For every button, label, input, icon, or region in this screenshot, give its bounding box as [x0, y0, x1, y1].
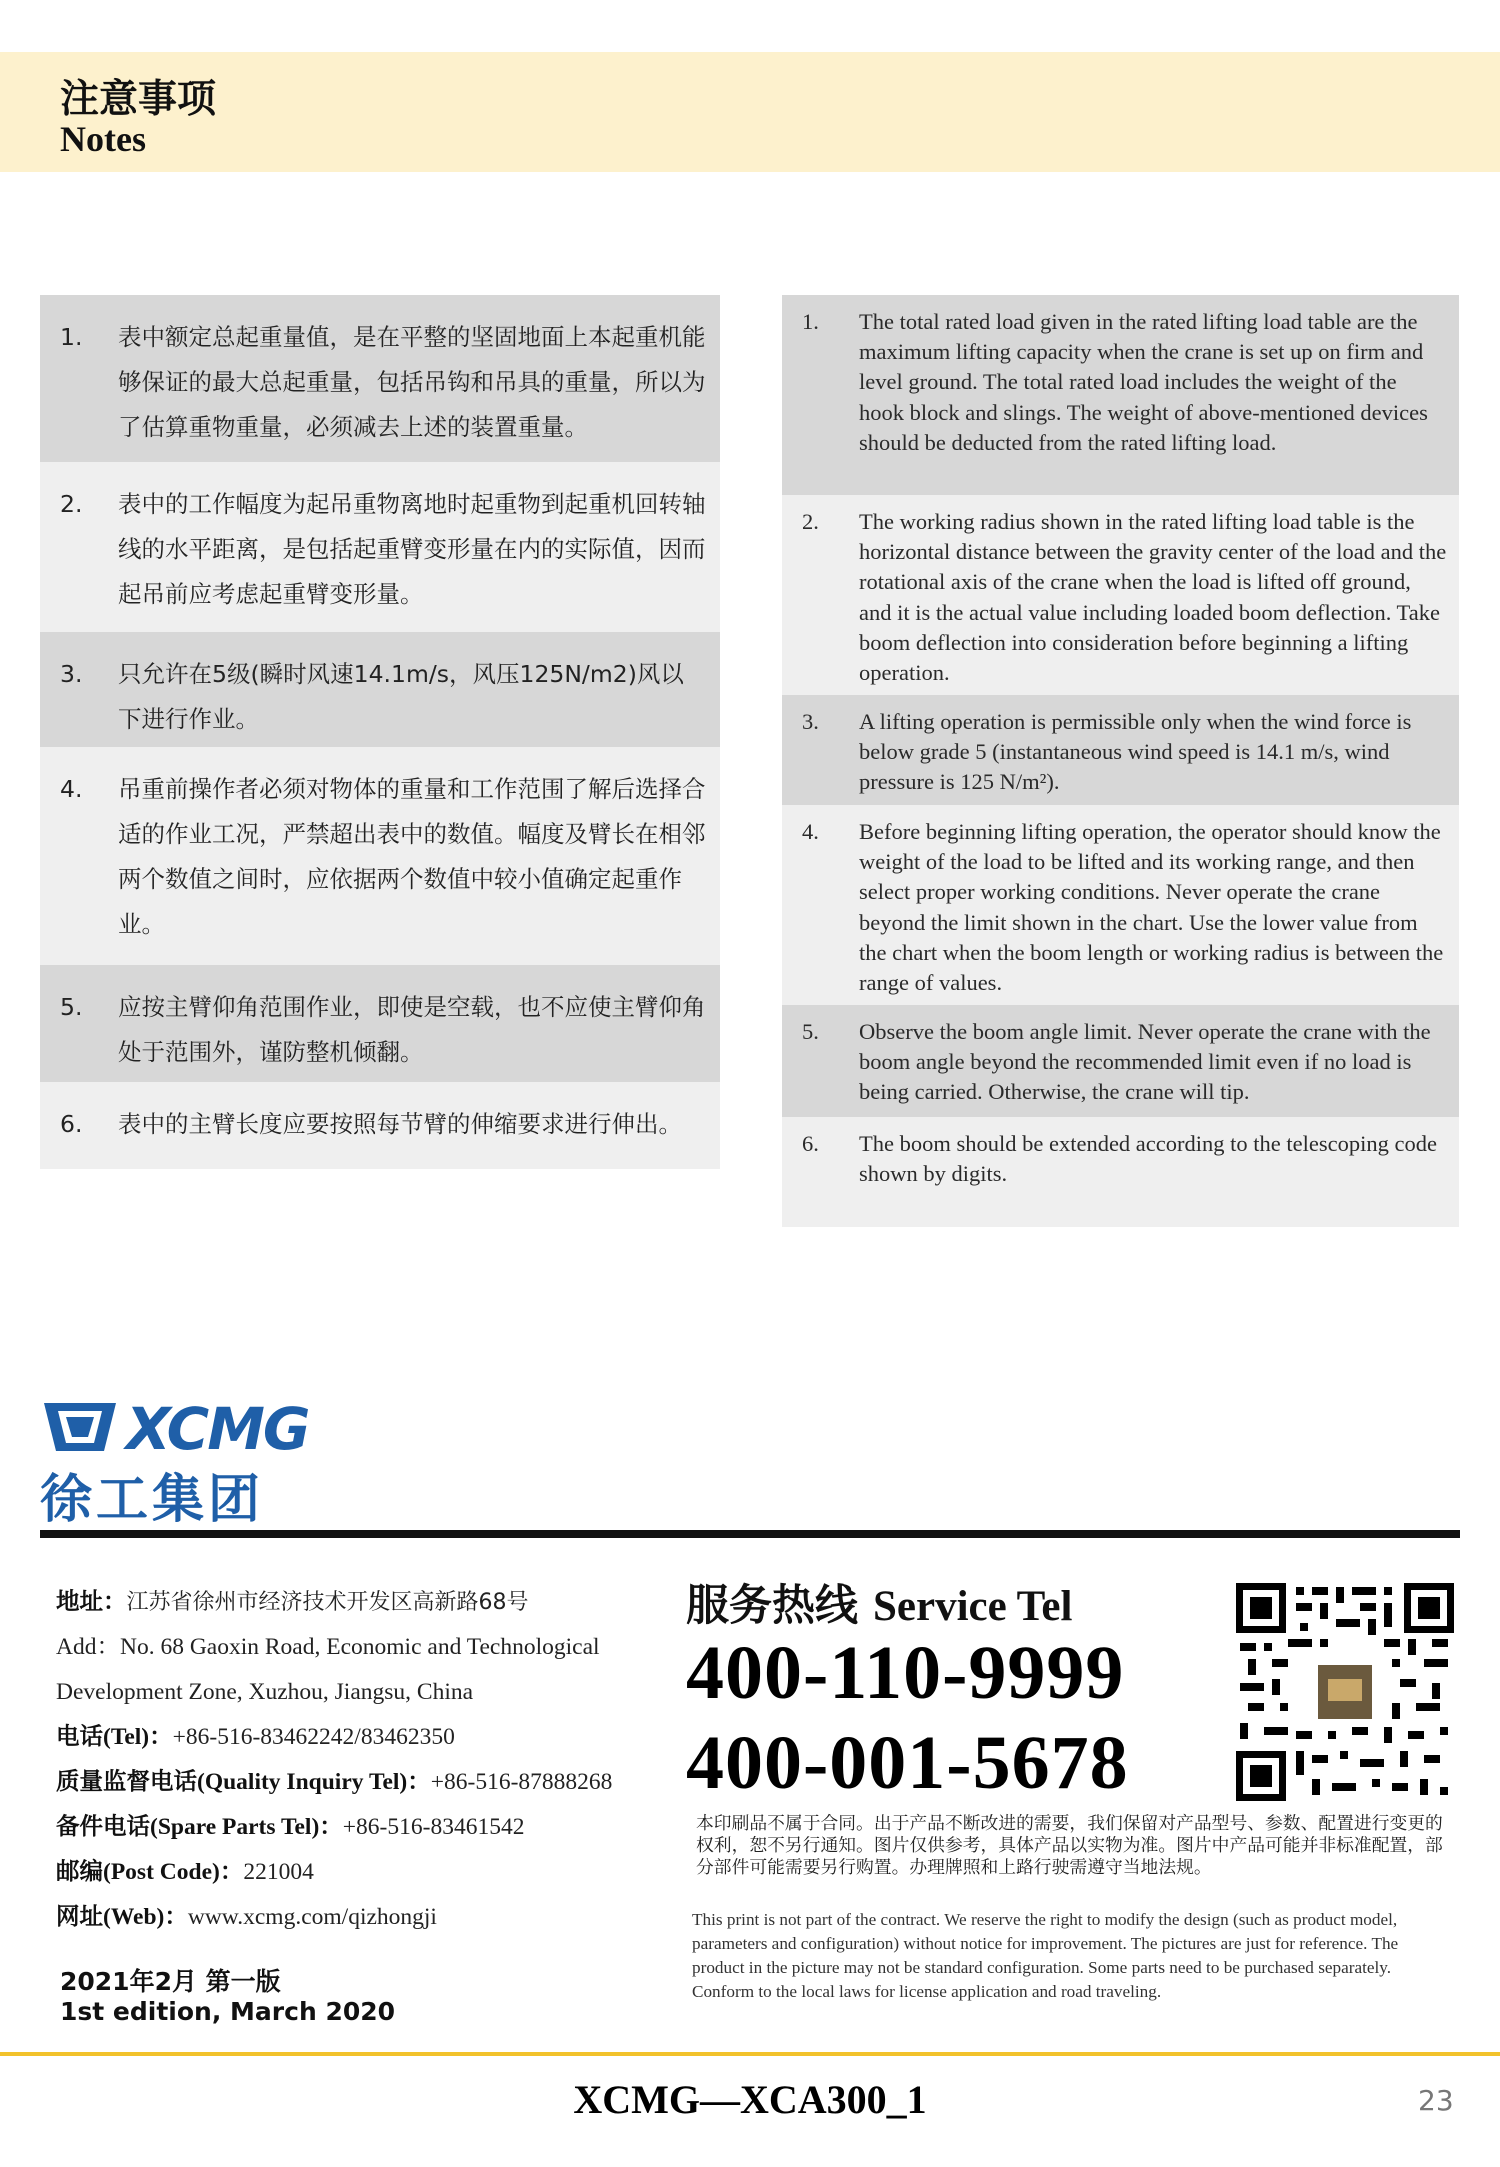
- tel-line: [56, 1715, 666, 1760]
- qr-code-icon: [1236, 1583, 1454, 1801]
- address-en-line-2: [56, 1670, 666, 1715]
- note-item-en: [782, 495, 1459, 695]
- note-item-cn: [40, 295, 720, 462]
- service-phone-1: 400-110-9999: [686, 1631, 1125, 1715]
- note-number: 2.: [60, 490, 83, 518]
- logo-wordmark-cn: 徐工集团: [40, 1470, 265, 1530]
- address-en-line: [56, 1625, 666, 1670]
- note-number: 5.: [60, 993, 83, 1021]
- notes-list-cn: [40, 295, 720, 1169]
- note-item-en: [782, 1005, 1459, 1117]
- note-number: 5.: [802, 1019, 819, 1044]
- qr-code: [1236, 1583, 1454, 1801]
- note-item-en: [782, 805, 1459, 1005]
- note-text: 吊重前操作者必须对物体的重量和工作范围了解后选择合适的作业工况，严禁超出表中的数值。幅度及臂长在相邻两个数值之间时，应依据两个数值中较小值确定起重作业。: [118, 775, 706, 938]
- edition-en: 1st edition, March 2020: [60, 1997, 396, 2026]
- address-cn-line: [56, 1580, 666, 1625]
- note-item-en: [782, 1117, 1459, 1227]
- note-item-cn: [40, 747, 720, 965]
- disclaimer-en: This print is not part of the contract. We reserve the right to modify the design (such as product model, parameters and configuration) without notice for improvement. The pictures are just for reference. The product in the picture may not be standard configuration. Some parts need to be purchased separately. Conform to the local laws for license application and road traveling.: [692, 1910, 1399, 2001]
- note-item-cn: [40, 1082, 720, 1169]
- service-title: [686, 1572, 1072, 1633]
- page-title-cn: 注意事项: [60, 77, 217, 122]
- address-en-2: Development Zone, Xuzhou, Jiangsu, China: [56, 1679, 474, 1705]
- note-number: 1.: [60, 323, 83, 351]
- note-item-cn: [40, 632, 720, 747]
- service-title-cn: 服务热线: [686, 1581, 858, 1631]
- tel-label: 电话(Tel)：: [56, 1724, 173, 1750]
- address-en-label: Add：: [56, 1634, 120, 1660]
- note-number: 3.: [60, 660, 83, 688]
- note-text: 应按主臂仰角范围作业，即使是空载，也不应使主臂仰角处于范围外，谨防整机倾翻。: [118, 993, 706, 1066]
- footer-title: XCMG—XCA300_1: [573, 2077, 927, 2122]
- note-text: The working radius shown in the rated lifting load table is the horizontal distance between the gravity center of the load and the rotational axis of the crane when the load is lifted off ground, and it is the actual value including loaded boom deflection. Take boom deflection into consideration before beginning a lifting operation.: [859, 509, 1447, 686]
- address-cn: 江苏省徐州市经济技术开发区高新路68号: [126, 1590, 529, 1615]
- note-text: 表中的工作幅度为起吊重物离地时起重物到起重机回转轴线的水平距离，是包括起重臂变形量在内的实际值，因而起吊前应考虑起重臂变形量。: [118, 490, 706, 608]
- note-text: The total rated load given in the rated lifting load table are the maximum lifting capacity when the crane is set up on firm and level ground. The total rated load includes the weight of the hook block and slings. The weight of above-mentioned devices should be deducted from the rated lifting load.: [859, 309, 1428, 455]
- spare-value: +86-516-83461542: [342, 1814, 525, 1840]
- web-label: 网址(Web)：: [56, 1904, 188, 1930]
- post-line: [56, 1850, 666, 1895]
- web-line: [56, 1895, 666, 1940]
- post-value: 221004: [243, 1859, 314, 1885]
- note-text: The boom should be extended according to the telescoping code shown by digits.: [859, 1131, 1437, 1187]
- page-number: 23: [1418, 2084, 1454, 2117]
- note-text: 表中额定总起重量值，是在平整的坚固地面上本起重机能够保证的最大总起重量，包括吊钩和吊具的重量，所以为了估算重物重量，必须减去上述的装置重量。: [118, 323, 706, 441]
- note-number: 4.: [60, 775, 83, 803]
- edition-cn: 2021年2月 第一版: [60, 1967, 281, 1996]
- post-label: 邮编(Post Code)：: [56, 1859, 244, 1885]
- note-item-en: [782, 295, 1459, 495]
- note-item-en: [782, 695, 1459, 805]
- web-value: www.xcmg.com/qizhongji: [187, 1904, 437, 1930]
- quality-line: [56, 1760, 666, 1805]
- edition-info: [60, 1967, 395, 2027]
- note-text: 只允许在5级(瞬时风速14.1m/s，风压125N/m2)风以下进行作业。: [118, 660, 684, 733]
- footer-accent-line: [0, 2052, 1500, 2056]
- service-title-en: Service Tel: [872, 1583, 1073, 1630]
- tel-value: +86-516-83462242/83462350: [172, 1724, 455, 1750]
- note-item-cn: [40, 462, 720, 632]
- note-item-cn: [40, 965, 720, 1082]
- disclaimer-cn: 本印刷品不属于合同。出于产品不断改进的需要，我们保留对产品型号、参数、配置进行变更的权利，恕不另行通知。图片仅供参考，具体产品以实物为准。图片中产品可能并非标准配置，部分部件可能需要另行购置。办理牌照和上路行驶需遵守当地法规。: [696, 1813, 1443, 1878]
- note-number: 6.: [60, 1110, 83, 1138]
- quality-label: 质量监督电话(Quality Inquiry Tel)：: [56, 1769, 431, 1795]
- note-text: 表中的主臂长度应要按照每节臂的伸缩要求进行伸出。: [118, 1110, 682, 1138]
- xcmg-emblem-icon: [40, 1399, 120, 1455]
- notes-list-en: [782, 295, 1459, 1227]
- spare-line: [56, 1805, 666, 1850]
- section-divider: [40, 1530, 1460, 1538]
- logo-wordmark: XCMG: [126, 1395, 309, 1463]
- note-number: 2.: [802, 509, 819, 534]
- note-text: Observe the boom angle limit. Never operate the crane with the boom angle beyond the recommended limit even if no load is being carried. Otherwise, the crane will tip.: [859, 1019, 1431, 1105]
- service-phone-2: 400-001-5678: [686, 1721, 1129, 1805]
- address-en-1: No. 68 Gaoxin Road, Economic and Technological: [119, 1634, 600, 1660]
- note-text: Before beginning lifting operation, the operator should know the weight of the load to be lifted and its working range, and then select proper working conditions. Never operate the crane beyond the limit shown in the chart. Use the lower value from the chart when the boom length or working radius is between the range of values.: [859, 819, 1444, 996]
- address-label: 地址：: [56, 1589, 127, 1615]
- contact-info: [56, 1580, 666, 1940]
- note-text: A lifting operation is permissible only when the wind force is below grade 5 (instantaneous wind speed is 14.1 m/s, wind pressure is 125 N/m²).: [859, 709, 1412, 795]
- spare-label: 备件电话(Spare Parts Tel)：: [56, 1814, 343, 1840]
- quality-value: +86-516-87888268: [430, 1769, 613, 1795]
- note-number: 6.: [802, 1131, 819, 1156]
- note-number: 4.: [802, 819, 819, 844]
- note-number: 3.: [802, 709, 819, 734]
- xcmg-logo: [40, 1395, 309, 1530]
- header-band: [0, 52, 1500, 172]
- note-number: 1.: [802, 309, 819, 334]
- page-title-en: Notes: [60, 119, 146, 159]
